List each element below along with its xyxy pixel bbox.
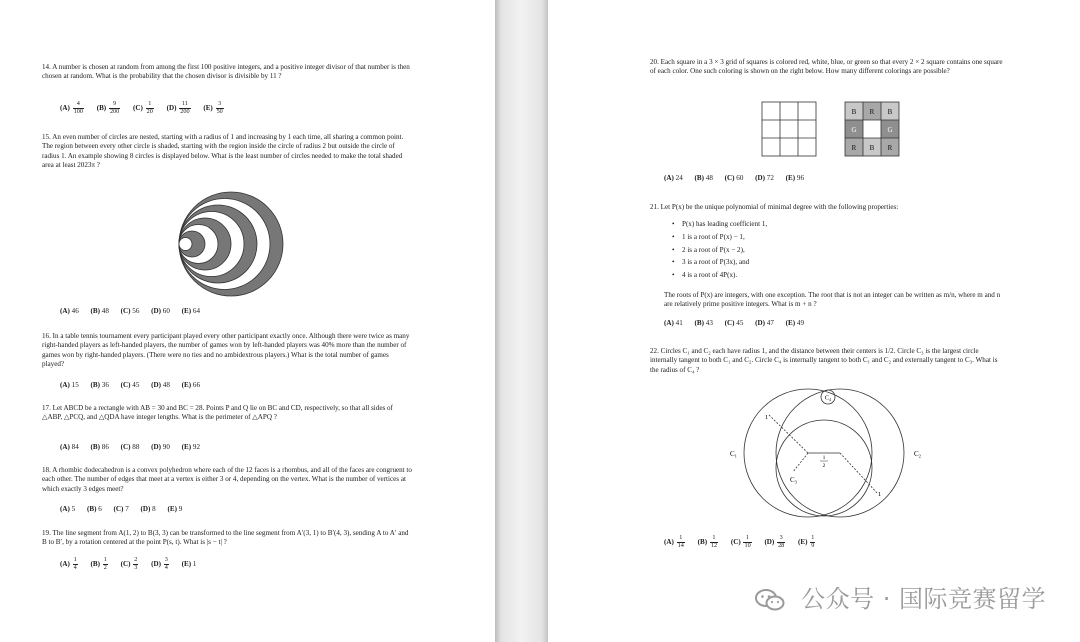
q21-choices (664, 319, 814, 328)
choice-c: (C) $\frac{1}{10}$ (730, 534, 751, 549)
question-text: Circles C₁ and C₂ each have radius 1, and the distance between their centers is 1/2. Circle C₃ is the largest circle internally tangent to both C₁ and C₂. Circle C₄ is internally tangent to both C₁ and C₂ and externally tangent to C₃. What is the radius of C₄ ? (650, 347, 998, 374)
question-number: 16. (42, 332, 51, 340)
wechat-icon (755, 588, 785, 618)
bullet-item: • 4 is a root of 4P(x). (670, 271, 970, 280)
question-17 (42, 404, 412, 423)
choice-b: (B) 86 (90, 443, 109, 451)
choice-d: (D) 60 (151, 307, 170, 315)
choice-a: (A) $\frac{1}{14}$ (664, 534, 684, 549)
choice-d: (D) 47 (755, 319, 774, 327)
choice-b: (B) 48 (694, 174, 713, 182)
question-21 (650, 203, 1006, 212)
question-intro: Let P(x) be the unique polynomial of minimal degree with the following properties: (660, 203, 899, 211)
grid-cell-label: B (887, 108, 893, 116)
question-19 (42, 529, 412, 548)
choice-a: (A) 24 (664, 174, 683, 182)
question-number: 19. (42, 529, 51, 537)
q17-choices (60, 443, 210, 452)
bullet-item: • P(x) has leading coefficient 1, (670, 220, 970, 229)
question-text: A number is chosen at random from among the first 100 positive integers, and a positive integer divisor of that number is then chosen at random. What is the probability that the chosen divisor is divisible by 11 ? (42, 63, 410, 81)
choice-d: (D) $\frac{11}{200}$ (166, 100, 190, 115)
bullet-item: • 2 is a root of P(x − 2), (670, 246, 970, 255)
choice-d: (D) $\frac{3}{28}$ (764, 534, 785, 549)
question-text: An even number of circles are nested, starting with a radius of 1 and increasing by 1 each time, all sharing a common point. The region between every other circle is shaded, starting with the region inside the circle of radius 2 but outside the circle of radius 1. An example showing 8 circles is displayed below. What is the least number of circles needed to make the total shaded area at least 2023π ? (42, 133, 404, 170)
choice-a: (A) 5 (60, 505, 76, 513)
page-gutter (495, 0, 548, 642)
question-number: 17. (42, 404, 51, 412)
question-20 (650, 58, 1006, 77)
choice-c: (C) 7 (113, 505, 129, 513)
blank-grid-figure (761, 101, 817, 157)
question-text: Let ABCD be a rectangle with AB = 30 and BC = 28. Points P and Q lie on BC and CD, respectively, so that all sides of △ABP, △PCQ, and △QDA have integer lengths. What is the perimeter of △APQ ? (42, 404, 393, 422)
choice-e: (E) $\frac{1}{9}$ (798, 534, 815, 549)
choice-b: (B) $\frac{1}{12}$ (697, 534, 718, 549)
question-text: Each square in a 3 × 3 grid of squares is colored red, white, blue, or green so that every 2 × 2 square contains one square of each color. One such coloring is shown on the right below. How many different colorings are possible? (650, 58, 1003, 76)
label-half-num: 1 (822, 455, 826, 461)
q19-choices (60, 557, 206, 571)
choice-c: (C) 56 (120, 307, 140, 315)
colored-grid-figure (844, 101, 900, 157)
choice-a: (A) 15 (60, 381, 79, 389)
choice-c: (C) $\frac{1}{20}$ (133, 100, 153, 115)
choice-d: (D) 72 (755, 174, 774, 182)
choice-d: (D) 90 (151, 443, 170, 451)
right-page (548, 0, 1080, 642)
choice-e: (E) 64 (181, 307, 201, 315)
question-number: 14. (42, 63, 51, 71)
choice-c: (C) $\frac{2}{3}$ (120, 556, 138, 571)
bullet-item: • 1 is a root of P(x) − 1, (670, 233, 970, 242)
question-number: 15. (42, 133, 51, 141)
label-c3: C₃ (790, 476, 798, 484)
bullet-item: • 3 is a root of P(3x), and (670, 258, 970, 267)
label-radius-b: 1 (878, 491, 882, 498)
tangent-circles-figure (728, 386, 928, 518)
choice-b: (B) $\frac{9}{200}$ (96, 100, 120, 115)
grid-cell-label: G (851, 126, 857, 134)
grid-cell-label: B (869, 144, 875, 152)
q18-choices (60, 505, 192, 514)
label-half-den: 2 (822, 463, 826, 469)
q15-choices (60, 307, 210, 316)
question-16 (42, 332, 412, 370)
q16-choices (60, 381, 210, 390)
choice-a: (A) 46 (60, 307, 79, 315)
question-18 (42, 466, 412, 494)
choice-c: (C) 60 (724, 174, 744, 182)
choice-d: (D) 8 (140, 505, 156, 513)
q21-bullets (670, 220, 970, 284)
question-text: In a table tennis tournament every participant played every other participant exactly once. Although there were twice as many right-handed players as left-handed players, the number of games won by left-handed players was 40% more than the number of games won by right-handed players. (There were no ties and no ambidextrous players.) What is the total number of games played? (42, 332, 410, 369)
choice-b: (B) 6 (86, 505, 102, 513)
question-text: The line segment from A(1, 2) to B(3, 3) can be transformed to the line segment from A′(3, 1) to B′(4, 3), sending A to A′ and B to B′, by a rotation centered at the point P(s, t). What is |s − t| ? (42, 529, 409, 547)
label-radius-a: 1 (765, 414, 769, 421)
choice-d: (D) $\frac{3}{4}$ (151, 556, 168, 571)
q20-choices (664, 174, 814, 183)
question-number: 20. (650, 58, 659, 66)
choice-d: (D) 48 (151, 381, 170, 389)
choice-e: (E) 1 (181, 559, 197, 568)
question-text: A rhombic dodecahedron is a convex polyhedron where each of the 12 faces is a rhombus, and all of the faces are congruent to each other. The number of edges that meet at a vertex is either 3 or 4, depending on the vertex. What is the number of vertices at which exactly 3 edges meet? (42, 466, 412, 493)
question-14 (42, 63, 412, 82)
choice-e: (E) 49 (785, 319, 805, 327)
label-c1: C₁ (730, 450, 738, 458)
grid-cell-label: B (851, 108, 857, 116)
left-page (0, 0, 495, 642)
question-22 (650, 347, 1006, 375)
question-15 (42, 133, 412, 171)
grid-cell-label: R (851, 144, 857, 152)
choice-b: (B) $\frac{1}{2}$ (90, 556, 107, 571)
grid-cell-label: R (887, 144, 893, 152)
choice-e: (E) 66 (181, 381, 201, 389)
choice-a: (A) 84 (60, 443, 79, 451)
choice-c: (C) 88 (120, 443, 140, 451)
q22-choices (664, 535, 826, 549)
choice-b: (B) 36 (90, 381, 109, 389)
choice-e: (E) 92 (181, 443, 201, 451)
choice-b: (B) 48 (90, 307, 109, 315)
choice-a: (A) $\frac{1}{4}$ (60, 556, 77, 571)
choice-c: (C) 45 (724, 319, 744, 327)
grid-cell-label: G (887, 126, 893, 134)
grid-cell-label: R (869, 108, 875, 116)
choice-a: (A) $\frac{4}{100}$ (60, 100, 83, 115)
choice-a: (A) 41 (664, 319, 683, 327)
choice-c: (C) 45 (120, 381, 140, 389)
watermark (755, 579, 1046, 618)
q21-outro: The roots of P(x) are integers, with one exception. The root that is not an integer can be written as m/n, where m and n are relatively prime positive integers. What is m + n ? (664, 291, 1001, 309)
choice-e: (E) 9 (167, 505, 183, 513)
label-c2: C₂ (914, 450, 922, 458)
choice-e: (E) $\frac{3}{50}$ (203, 100, 223, 115)
label-c4: C₄ (824, 394, 832, 402)
question-number: 22. (650, 347, 659, 355)
watermark-text: 公众号 · 国际竞赛留学 (801, 585, 1046, 613)
q14-choices (60, 101, 235, 115)
question-number: 21. (650, 203, 659, 211)
question-number: 18. (42, 466, 51, 474)
choice-e: (E) 96 (785, 174, 805, 182)
choice-b: (B) 43 (694, 319, 713, 327)
nested-circles-figure (175, 190, 287, 298)
